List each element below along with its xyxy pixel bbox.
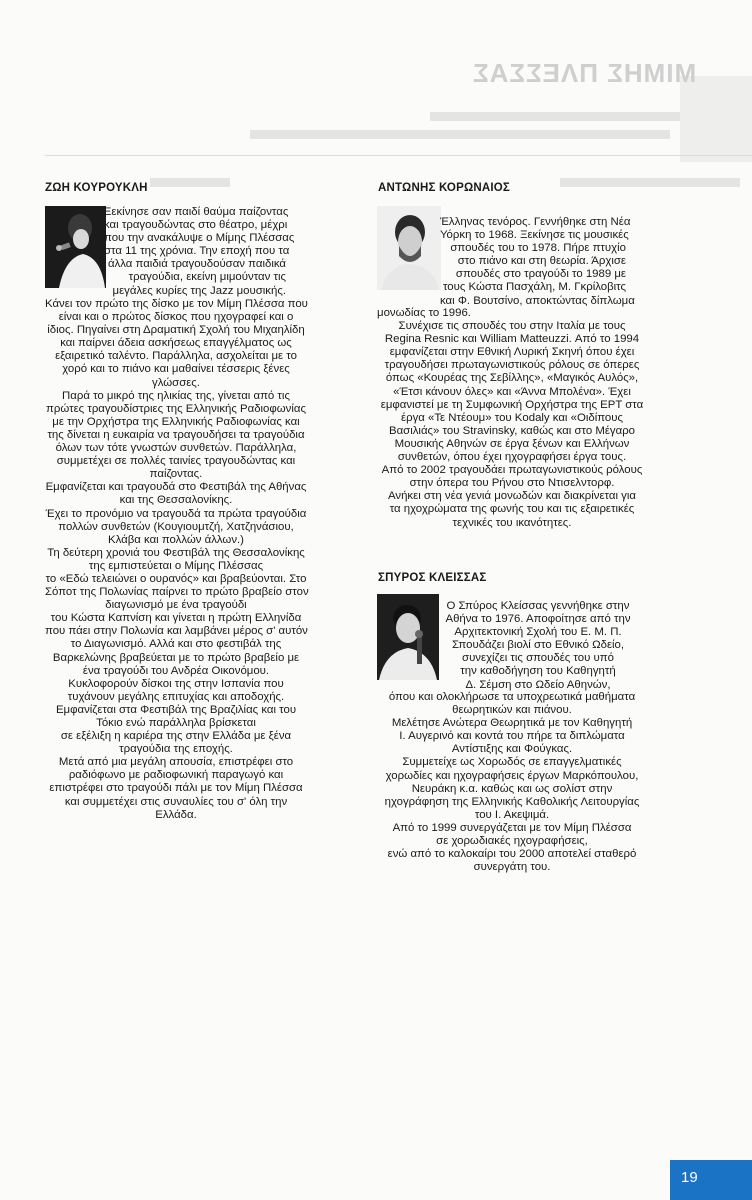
bio-line: του Ι. Ακεψιμά. <box>474 808 550 821</box>
bio-line: «Έτσι κάνουν όλες» και «Άννα Μπολένα». Έχει <box>393 385 631 398</box>
bio-line: ίδιος. Πηγαίνει στη Δραματική Σχολή του Μιχαηλίδη <box>47 324 305 337</box>
bio-line: όπως «Κουρέας της Σεβίλλης», «Μαγικός Αυλός», <box>385 372 639 385</box>
bio-line: Τόκιο ενώ παράλληλα βρίσκεται <box>96 717 256 729</box>
bio-line: τυχάνουν μεγάλης επιτυχίας και αποδοχής. <box>67 690 285 703</box>
bio-line: τα ηχοχρώματα της φωνής του και τις εξαιρετικές <box>389 503 635 516</box>
bio-line: θεωρητικών και πιάνου. <box>452 704 572 717</box>
bio-line: Σόποτ της Πολωνίας παίρνει το πρώτο βραβείο στον <box>45 586 309 599</box>
bio-line: Έλληνας τενόρος. Γεννήθηκε στη Νέα <box>440 216 631 228</box>
bio-line: Μετά από μια μεγάλη απουσία, επιστρέφει στο <box>58 756 294 769</box>
bio-line: Κάνει τον πρώτο της δίσκο με τον Μίμη Πλέσσα που <box>45 298 308 310</box>
bio-line: Βασιλιάς» του Stravinsky, καθώς και στο Μέγαρο <box>388 424 636 437</box>
bio-line: στο πιάνο και στη θεωρία. Άρχισε <box>457 255 626 268</box>
bio-line: Αντίστιξης και Φούγκας. <box>451 743 573 756</box>
bio-line: που πάει στην Πολωνία και λαμβάνει μέρος σ' αυτόν <box>45 625 308 638</box>
bio-line: εμφανιστεί με τη Συμφωνική Ορχήστρα της ΕΡΤ στα <box>380 398 644 411</box>
bio-line: είναι και ο πρώτος δίσκος που ηχογραφεί και ο <box>58 311 294 324</box>
bio-line: της εμπιστεύεται ο Μίμης Πλέσσας <box>88 559 264 572</box>
bio-line: τεχνικές του ικανότητες. <box>452 516 572 529</box>
bio-line: Νευράκη κ.α. καθώς και ως σολίστ στην <box>411 782 613 795</box>
bio-line: με την Ορχήστρα της Ελληνικής Ραδιοφωνίας και <box>52 415 300 428</box>
bio-line: όπου και ολοκλήρωσε τα υποχρεωτικά μαθήματα <box>388 691 636 703</box>
bio-line: συμμετέχει σε πολλές ταινίες τραγουδώντας και <box>56 455 296 468</box>
bio-line: ραδιόφωνο με ραδιοφωνική παραγωγό και <box>68 769 284 782</box>
show-through-rule <box>45 155 752 156</box>
bio-line: όλων των τότε γνωστών συνθετών. Παράλληλα, <box>55 442 297 455</box>
bio-line: τους Κώστα Πασχάλη, Μ. Γκρίλοβιτς <box>442 281 626 294</box>
bio-heading-zoi-kouroukli: ΖΩΗ ΚΟΥΡΟΥΚΛΗ <box>45 182 148 194</box>
bio-line: μονωδίας το 1996. <box>377 307 471 319</box>
bio-line: ενώ από το καλοκαίρι του 2000 αποτελεί σταθερό <box>387 848 637 861</box>
bio-line: ένα τραγούδι του Ανδρέα Οικονόμου. <box>82 664 270 677</box>
bio-line: Έχει το προνόμιο να τραγουδά τα πρώτα τραγούδια <box>45 507 307 520</box>
bio-line: Ανήκει στη νέα γενιά μονωδών και διακρίνεται για <box>388 490 636 503</box>
bio-line: τραγούδια, εκείνη μιμούνταν τις <box>128 271 286 284</box>
show-through-line <box>150 178 230 187</box>
bio-line: Παρά το μικρό της ηλικίας της, γίνεται από τις <box>62 389 290 402</box>
bio-line: Εμφανίζεται στα Φεστιβάλ της Βραζιλίας και του <box>55 703 297 716</box>
bio-line: σπουδές του το 1978. Πήρε πτυχίο <box>450 242 626 255</box>
bio-intro-spyros-kleissas <box>438 600 638 692</box>
bio-line: Ι. Αυγερινό και κοντά του πήρε τα διπλώματα <box>399 730 625 743</box>
bio-line: και τραγουδώντας στο θέατρο, μέχρι <box>104 219 288 232</box>
bio-line: συνεχίζει τις σπουδές του υπό <box>462 652 614 665</box>
bio-line: Συνέχισε τις σπουδές του στην Ιταλία με τους <box>398 320 626 333</box>
bio-line: και Φ. Βουτσίνο, αποκτώντας δίπλωμα <box>440 294 635 307</box>
bio-line: του Κώστα Καπνίση και γίνεται η πρώτη Ελληνίδα <box>50 612 302 625</box>
bio-line: συνθετών, όπου έχει ηχογραφήσει έργα τους. <box>397 451 627 464</box>
bio-line: πολλών συνθετών (Κουγιουμτζή, Χατζηνάσιου, <box>58 520 294 533</box>
bio-line: που την ανακάλυψε ο Μίμης Πλέσσας <box>104 232 295 245</box>
bio-line: Ξεκίνησε σαν παιδί θαύμα παίζοντας <box>104 206 289 218</box>
bio-line: το Διαγωνισμό. Αλλά και στο φεστιβάλ της <box>70 638 282 651</box>
bio-line: χορωδίες και ηχογραφήσεις έργων Μαρκόπουλου, <box>385 769 639 782</box>
show-through-line <box>250 130 670 139</box>
bio-line: σε χορωδιακές ηχογραφήσεις, <box>436 835 588 848</box>
bio-intro-zoi-kouroukli <box>104 206 295 298</box>
bio-line: παίζοντας. <box>149 468 203 481</box>
bio-line: πρώτες τραγουδίστριες της Ελληνικής Ραδιοφωνίας <box>46 402 306 415</box>
portrait-woman-singing-photo <box>45 206 106 288</box>
bio-line: το «Εδώ τελειώνει ο ουρανός» και βραβεύονται. Στο <box>45 572 307 585</box>
bio-line: Αθήνα το 1976. Αποφοίτησε από την <box>445 613 631 626</box>
bio-heading-antonis-koronaios: ΑΝΤΩΝΗΣ ΚΟΡΩΝΑΙΟΣ <box>378 182 511 194</box>
bio-line: άλλα παιδιά τραγουδούσαν παιδικά <box>107 258 286 271</box>
bio-line: Συμμετείχε ως Χορωδός σε επαγγελματικές <box>402 756 622 769</box>
bio-line: τραγούδια της εποχής. <box>119 743 233 756</box>
bio-line: Κλάβα και πολλών άλλων.) <box>108 533 244 546</box>
show-through-title: ΜΙΜΗΣ ΠΛΕΣΣΑΣ <box>472 58 697 88</box>
bio-line: χορό και το πιάνο και μαθαίνει τέσσερις ξένες <box>62 363 290 376</box>
bio-line: σε εξέλιξη η καριέρα της στην Ελλάδα με ξένα <box>60 730 292 743</box>
bio-line: εμφανίζεται στην Εθνική Λυρική Σκηνή όπου έχει <box>389 346 635 359</box>
bio-line: εξαιρετικό ταλέντο. Παράλληλα, ασχολείται με το <box>55 350 297 363</box>
bio-line: Από το 2002 τραγουδάει πρωταγωνιστικούς ρόλους <box>381 464 643 477</box>
bio-intro-antonis-koronaios <box>440 216 635 308</box>
bio-line: της δίνεται η ευκαιρία να τραγουδήσει τα τραγούδια <box>47 428 305 441</box>
bio-heading-spyros-kleissas: ΣΠΥΡΟΣ ΚΛΕΙΣΣΑΣ <box>378 572 487 584</box>
bio-line: την καθοδήγηση του Καθηγητή <box>460 665 616 678</box>
bio-line: και παίρνει άδεια ασκήσεως επαγγέλματος ως <box>60 337 292 350</box>
bio-line: Ο Σπύρος Κλείσσας γεννήθηκε στην <box>446 600 630 612</box>
bio-line: Αρχιτεκτονική Σχολή του Ε. Μ. Π. <box>454 626 622 639</box>
bio-line: ηχογράφηση της Ελληνικής Καθολικής Λειτουργίας <box>384 795 640 808</box>
bio-line: Regina Resnic και William Matteuzzi. Από το 1994 <box>384 333 640 346</box>
bio-line: και συμμετέχει στις συναυλίες του σ' όλη την <box>64 795 288 808</box>
show-through-line <box>430 112 680 121</box>
bio-line: επιστρέφει στο τραγούδι πάλι με τον Μίμη Πλέσσα <box>49 782 303 795</box>
bio-body-spyros-kleissas <box>377 691 647 874</box>
portrait-man-bearded-photo <box>377 206 441 290</box>
bio-line: διαγωνισμό με ένα τραγούδι <box>105 599 247 612</box>
bio-line: Από το 1999 συνεργάζεται με τον Μίμη Πλέσσα <box>392 821 632 834</box>
bio-line: Δ. Σέμση στο Ωδείο Αθηνών, <box>465 678 611 691</box>
bio-line: στα 11 της χρόνια. Την εποχή που τα <box>104 245 290 258</box>
bio-line: Μελέτησε Ανώτερα Θεωρητικά με τον Καθηγητή <box>391 717 633 730</box>
bio-line: Βαρκελώνης βραβεύεται με το πρώτο βραβείο με <box>52 651 300 664</box>
show-through-line <box>560 178 740 187</box>
bio-line: Ελλάδα. <box>155 808 197 821</box>
bio-body-antonis-koronaios <box>377 307 647 530</box>
bio-line: σπουδές στο τραγούδι το 1989 με <box>455 268 626 281</box>
bio-line: Σπουδάζει βιολί στο Εθνικό Ωδείο, <box>451 639 625 652</box>
portrait-man-singing-photo <box>377 594 439 680</box>
page-number: 19 <box>681 1169 698 1186</box>
bio-line: Υόρκη το 1968. Ξεκίνησε τις μουσικές <box>440 229 629 242</box>
bio-line: συνεργάτη του. <box>473 861 551 874</box>
bio-line: Εμφανίζεται και τραγουδά στο Φεστιβάλ της Αθήνας <box>45 481 307 494</box>
bio-line: στην όπερα του Ρήνου στο Ντισελντορφ. <box>409 477 615 490</box>
bio-line: Τη δεύτερη χρονιά του Φεστιβάλ της Θεσσαλονίκης <box>47 546 305 559</box>
bio-line: γλώσσες. <box>152 376 200 389</box>
bio-body-zoi-kouroukli <box>45 298 307 822</box>
bio-line: Κυκλοφορούν δίσκοι της στην Ισπανία που <box>68 677 284 690</box>
bio-line: τραγουδήσει πρωταγωνιστικούς ρόλους σε όπερες <box>384 359 640 372</box>
bio-line: και της Θεσσαλονίκης. <box>119 494 233 507</box>
bio-line: Μουσικής Αθηνών σε έργα ξένων και Ελλήνων <box>394 437 630 450</box>
bio-line: έργα «Τε Ντέουμ» του Kodaly και «Οιδίπους <box>401 411 623 424</box>
bio-line: μεγάλες κυρίες της Jazz μουσικής. <box>112 284 286 297</box>
